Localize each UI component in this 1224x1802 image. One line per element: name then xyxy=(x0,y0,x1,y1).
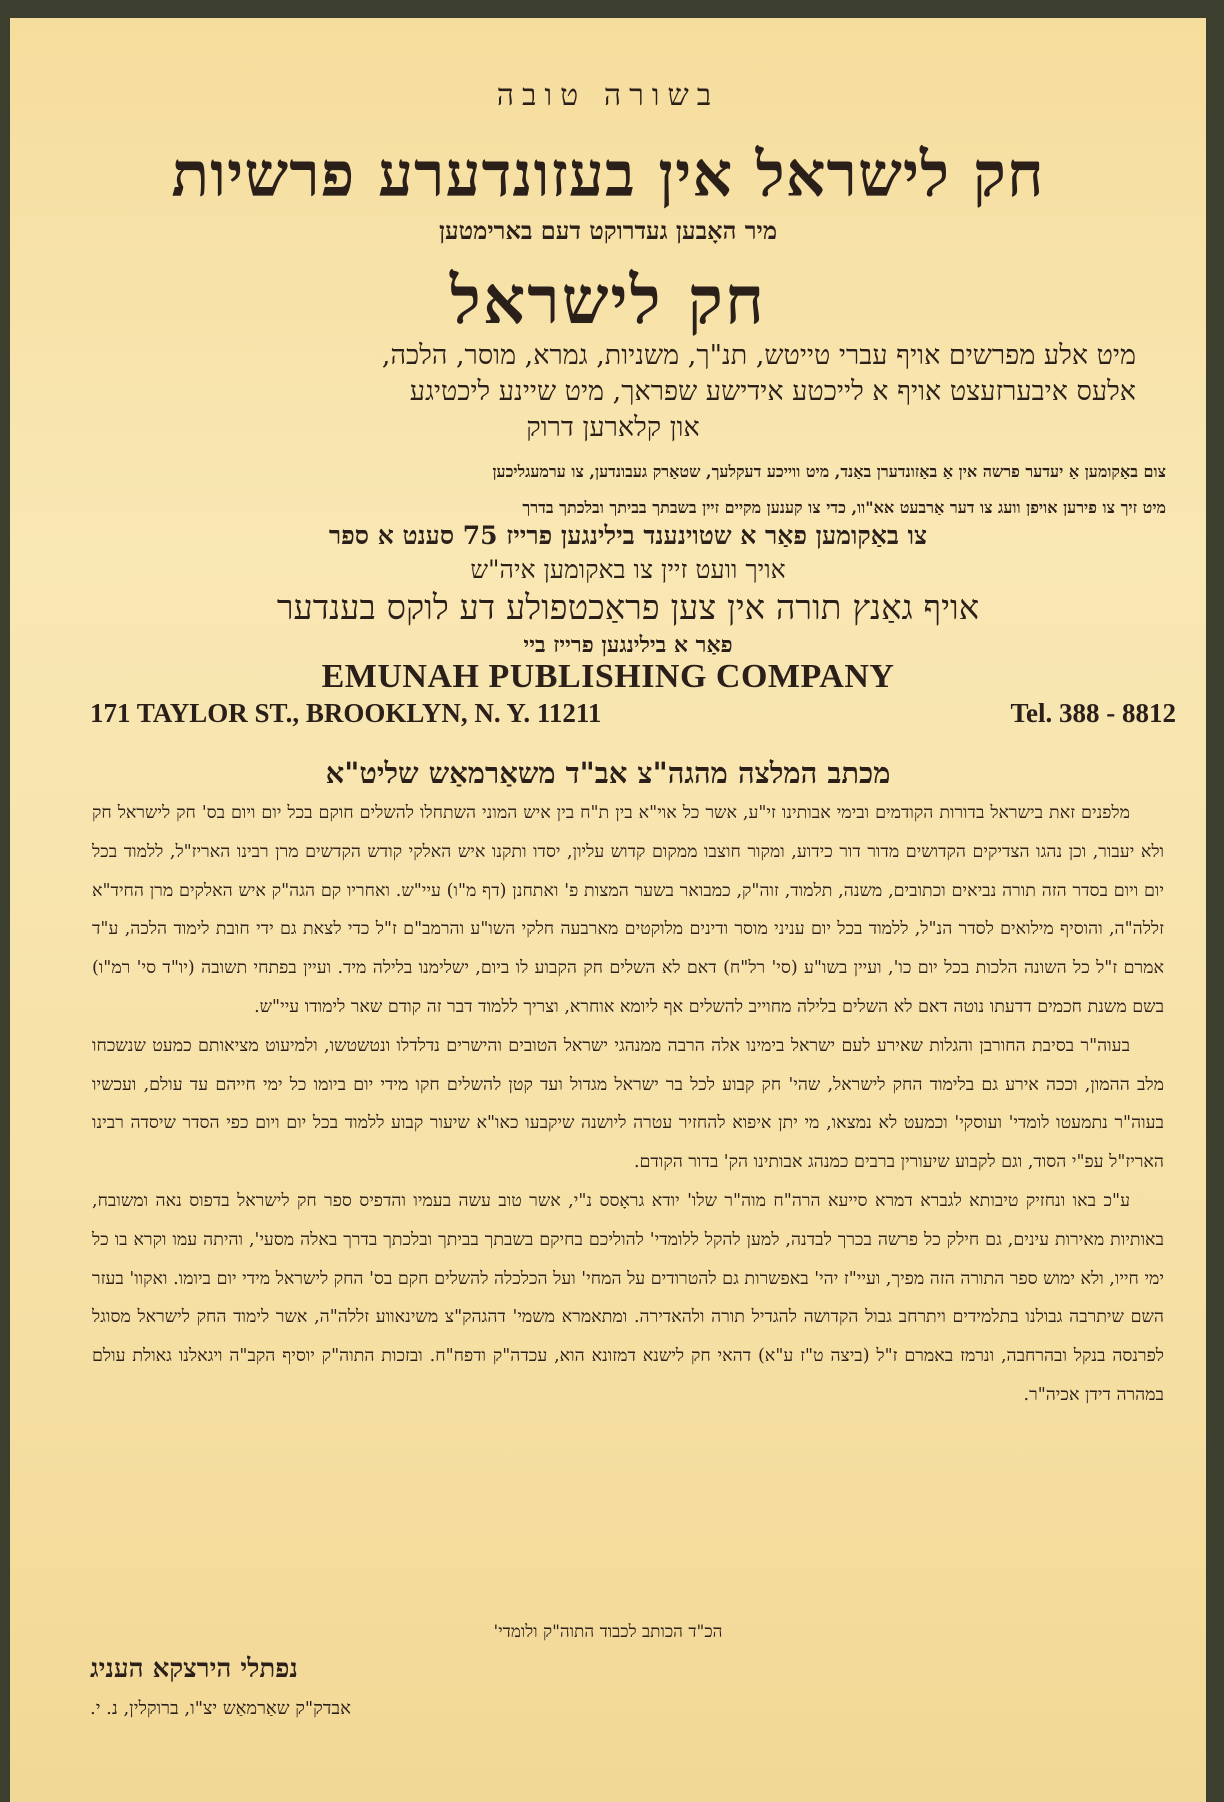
signature-name: נפתלי הירצקא העניג xyxy=(90,1654,298,1684)
deluxe-set-line: אויף גאַנץ תורה אין צען פראַכטפולע דע לוקס בענדער xyxy=(276,588,980,628)
publisher-phone: Tel. 388 - 8812 xyxy=(1010,698,1176,728)
format-line: מיט זיך צו פירען אויפן וועג צו דער אַרבעט אא"וו, כדי צו קענען מקיים זיין בשבתך בביתך ובלכתך בדרך xyxy=(522,498,1166,517)
book-title: חק לישראל xyxy=(450,261,766,339)
sub-title: מיר האָבען געדרוקט דעם בארימטען xyxy=(438,216,778,245)
letter-paragraph: ע"כ באו ונחזיק טיבותא לגברא דמרא סייעא הרה"ח מוה"ר שלו' יודא גראָסס נ"י, אשר טוב עשה בעמיו והדפיס ספר חק לישראל בדפוס נאה ומשובח, באותיות מאירות עינים, גם חילק כל פרשה בכרך לבדנה, למען להקל ללומדי' להוליכם בחיקם בשבתך בביתך ובלכתך בדרך באלה מסעי', והיתה עמו וקרא בו כל ימי חייו, ולא ימוש ספר התורה הזה מפיך, ועיי"ז יהי' באפשרות גם להטרודים על המחי' ועל הכלכלה להשלים חקם בס' החק לישראל מידי יום ביומו. ואקוו' בעזר השם שיתרבה גבולנו בתלמידים ויתרחב גבול הקדושה להגדיל תורה ולהאדירה. ומתאמרא משמי' דהגהק"צ משינאווע זללה"ה, אשר לימוד החק לישראל מסוגל לפרנסה בנקל ובהרחבה, ונרמז באמרם ז"ל (ביצה ט"ז ע"א) דהאי חק לישנא דמזונא הוא, עכדה"ק ודפח"ח. ובזכות התוה"ק יוסיף הקב"ה ויגאלנו גאולת עולם במהרה דידן אכיה"ר. xyxy=(92,1190,1164,1405)
description-line: און קלארען דרוק xyxy=(526,412,700,443)
also-available-line: אויך וועט זיין צו באקומען איה"ש xyxy=(470,555,786,584)
description-line: מיט אלע מפרשים אויף עברי טייטש, תנ"ך, משניות, גמרא, מוסר, הלכה, xyxy=(381,340,1136,371)
description-line: אלעס איבערזעצט אויף א לייכטע אידישע שפראך, מיט שיינע ליכטיגע xyxy=(409,376,1136,407)
tagline: בשורה טובה xyxy=(496,78,720,113)
price-line: צו באַקומען פאַר א שטוינענד בילינגען פרייז 75 סענט א ספר xyxy=(328,521,928,550)
letter-paragraph: מלפנים זאת בישראל בדורות הקודמים ובימי אבותינו זי"ע, אשר כל אוי"א בין ת"ח בין איש המוני השתחלו להשלים חוקם בכל יום ויום בס' חק לישראל חק ולא יעבור, וכן נהגו הצדיקים הקדושים מדור דור כידוע, ומקור חוצבו ממקום קדוש עליון, יסדו ותקנו איש האלקי קודש הקדשים מרן רבינו האריז"ל, ללמוד בכל יום ויום בסדר הזה תורה נביאים וכתובים, משנה, תלמוד, זוה"ק, כמבואר בשער המצות פ' ואתחנן (דף מ"ו) עיי"ש. ואחריו קם הגה"ק איש האלקים מרן החיד"א זללה"ה, והוסיף מילואים לסדר הנ"ל, ללמוד בכל יום עניני מוסר ודינים מלוקטים מארבעה חלקי השו"ע והרמב"ם ז"ל כדי לצאת גם ידי חובת לימוד הלכה, ע"ד אמרם ז"ל כל השונה הלכות בכל יום כו', ועיין בשו"ע (סי' רל"ח) דאם לא השלים חק הקבוע לו ביום, ישלימנו בלילה מיד. ועיין בפתחי תשובה (יו"ד סי' רמ"ו) בשם משנת חכמים דדעתו נוטה דאם לא השלים בלילה מחוייב להשלים אף ליומא אוחרא, וצריך ללמוד דבר זה קודם שאר לימודו עיי"ש. xyxy=(92,803,1164,1017)
publisher-name: EMUNAH PUBLISHING COMPANY xyxy=(321,658,895,695)
format-details xyxy=(90,454,1166,526)
main-title: חק לישראל אין בעזונדערע פרשיות xyxy=(171,138,1045,211)
signature-place: אבדק"ק שאַרמאַש יצ"ו, ברוקלין, נ. י. xyxy=(90,1698,351,1719)
letter-heading: מכתב המלצה מהגה"צ אב"ד משאַרמאַש שליט"א xyxy=(325,756,891,790)
letter-body xyxy=(92,794,1164,1415)
document-page xyxy=(10,18,1206,1802)
format-line: צום באַקומען אַ יעדער פרשה אין אַ באַזונדערן באַנד, מיט ווייכע דעקלעך, שטאַרק געבונדען, צו ערמעגליכען xyxy=(492,462,1166,481)
letter-closing: הכ"ד הכותב לכבוד התוה"ק ולומדי' xyxy=(493,1622,723,1642)
description xyxy=(90,338,1136,446)
price-at-line: פאַר א בילינגען פרייז ביי xyxy=(523,632,733,658)
letter-paragraph: בעוה"ר בסיבת החורבן והגלות שאירע לעם ישראל בימינו אלה הרבה ממנהגי ישראל הטובים והישרים נדלדלו ונטשטשו, ולמיעוט מציאותם כמעט שנשכחו מלב ההמון, וככה אירע גם בלימוד החק לישראל, שהי' חק קבוע לכל בר ישראל מגדול ועד קטן להשלים חקו מידי יום ביומו כל ימי חייהם עד עולם, ועכשיו בעוה"ר נתמעטו לומדי' ועוסקי' וכמעט לא נמצאו, מי יתן איפוא להחזיר עטרה ליושנה שיקבעו כאו"א שיעור קבוע ללמוד בכל יום ויום כפי הסדר שיסדה רבינו האריז"ל עפ"י הסוד, וגם לקבוע שיעורין ברבים כמנהג אבותינו הק' בדור הקודם. xyxy=(92,1035,1164,1173)
publisher-address: 171 TAYLOR ST., BROOKLYN, N. Y. 11211 xyxy=(90,698,602,728)
